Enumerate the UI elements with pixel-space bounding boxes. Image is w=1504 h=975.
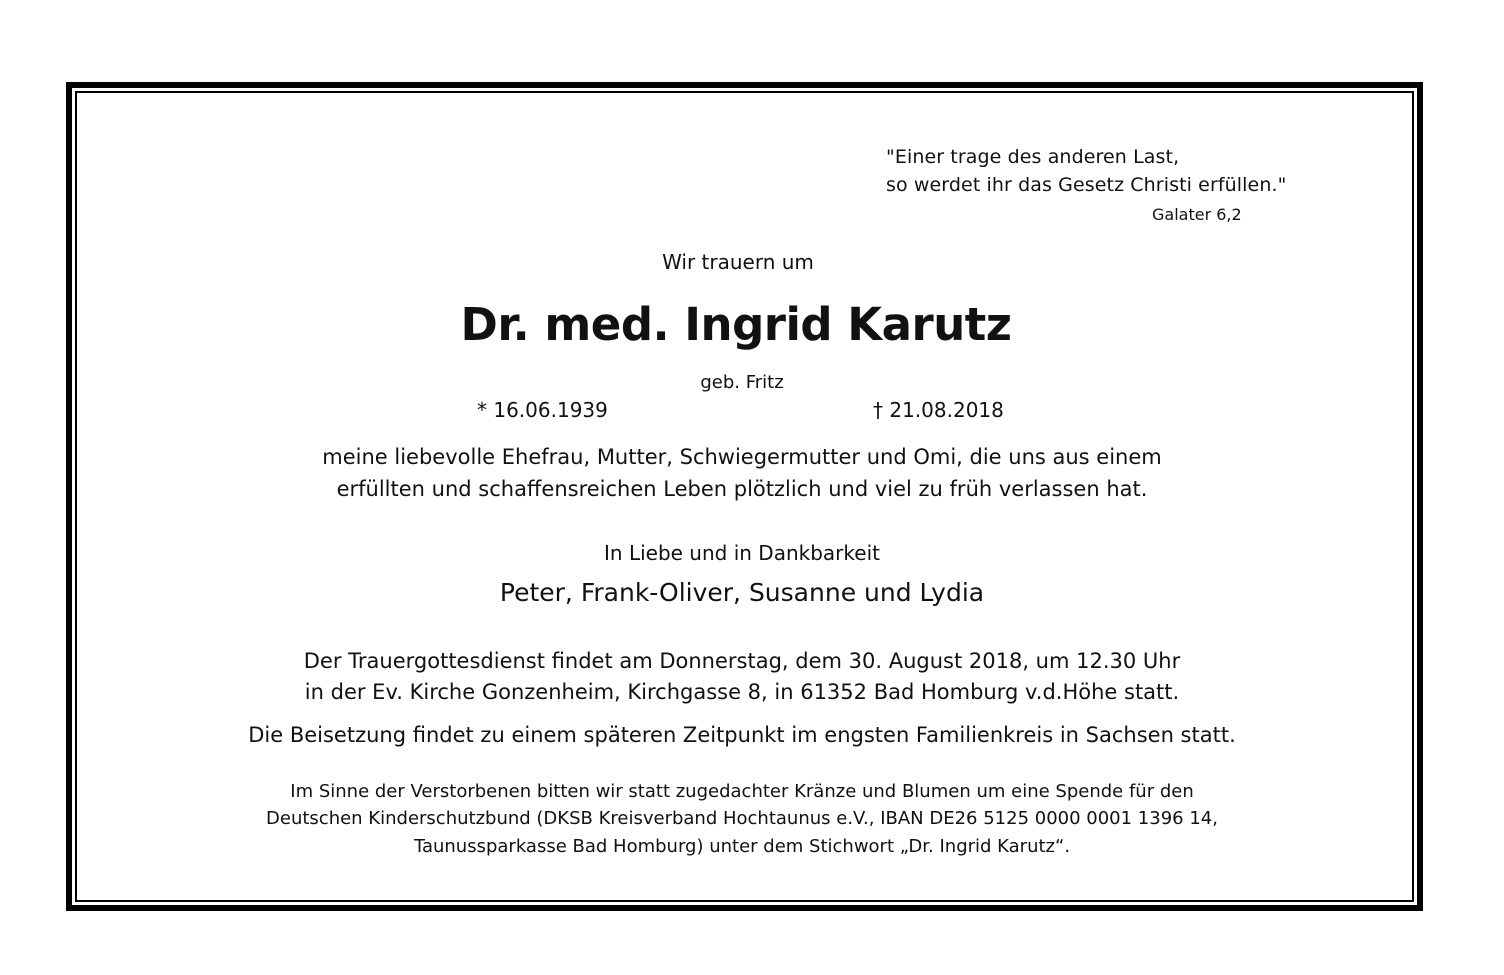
donation-line-2: Deutschen Kinderschutzbund (DKSB Kreisverband Hochtaunus e.V., IBAN DE26 5125 0000 0001 1396 14, <box>266 808 1218 829</box>
donation-line-3: Taunussparkasse Bad Homburg) unter dem Stichwort „Dr. Ingrid Karutz“. <box>413 836 1071 857</box>
mourners-names: Peter, Frank-Oliver, Susanne und Lydia <box>499 578 985 607</box>
burial-text: Die Beisetzung findet zu einem späteren Zeitpunkt im engsten Familienkreis in Sachsen statt. <box>248 723 1236 747</box>
birth-date: * 16.06.1939 <box>477 398 608 422</box>
death-date: † 21.08.2018 <box>873 398 1004 422</box>
donation-line-1: Im Sinne der Verstorbenen bitten wir statt zugedachter Kränze und Blumen um eine Spende für den <box>290 781 1194 802</box>
closing-text: In Liebe und in Dankbarkeit <box>604 541 880 565</box>
motto-line-2: so werdet ihr das Gesetz Christi erfüllen." <box>886 174 1287 196</box>
deceased-name: Dr. med. Ingrid Karutz <box>460 298 1012 351</box>
service-line-1: Der Trauergottesdienst findet am Donnerstag, dem 30. August 2018, um 12.30 Uhr <box>303 649 1181 673</box>
description-line-2: erfüllten und schaffensreichen Leben plötzlich und viel zu früh verlassen hat. <box>336 477 1148 501</box>
intro-text: Wir trauern um <box>662 250 814 274</box>
motto-line-1: "Einer trage des anderen Last, <box>886 146 1180 168</box>
maiden-name: geb. Fritz <box>700 372 784 393</box>
description-line-1: meine liebevolle Ehefrau, Mutter, Schwiegermutter und Omi, die uns aus einem <box>322 445 1162 469</box>
service-line-2: in der Ev. Kirche Gonzenheim, Kirchgasse 8, in 61352 Bad Homburg v.d.Höhe statt. <box>304 680 1180 704</box>
motto-reference: Galater 6,2 <box>1152 205 1242 224</box>
